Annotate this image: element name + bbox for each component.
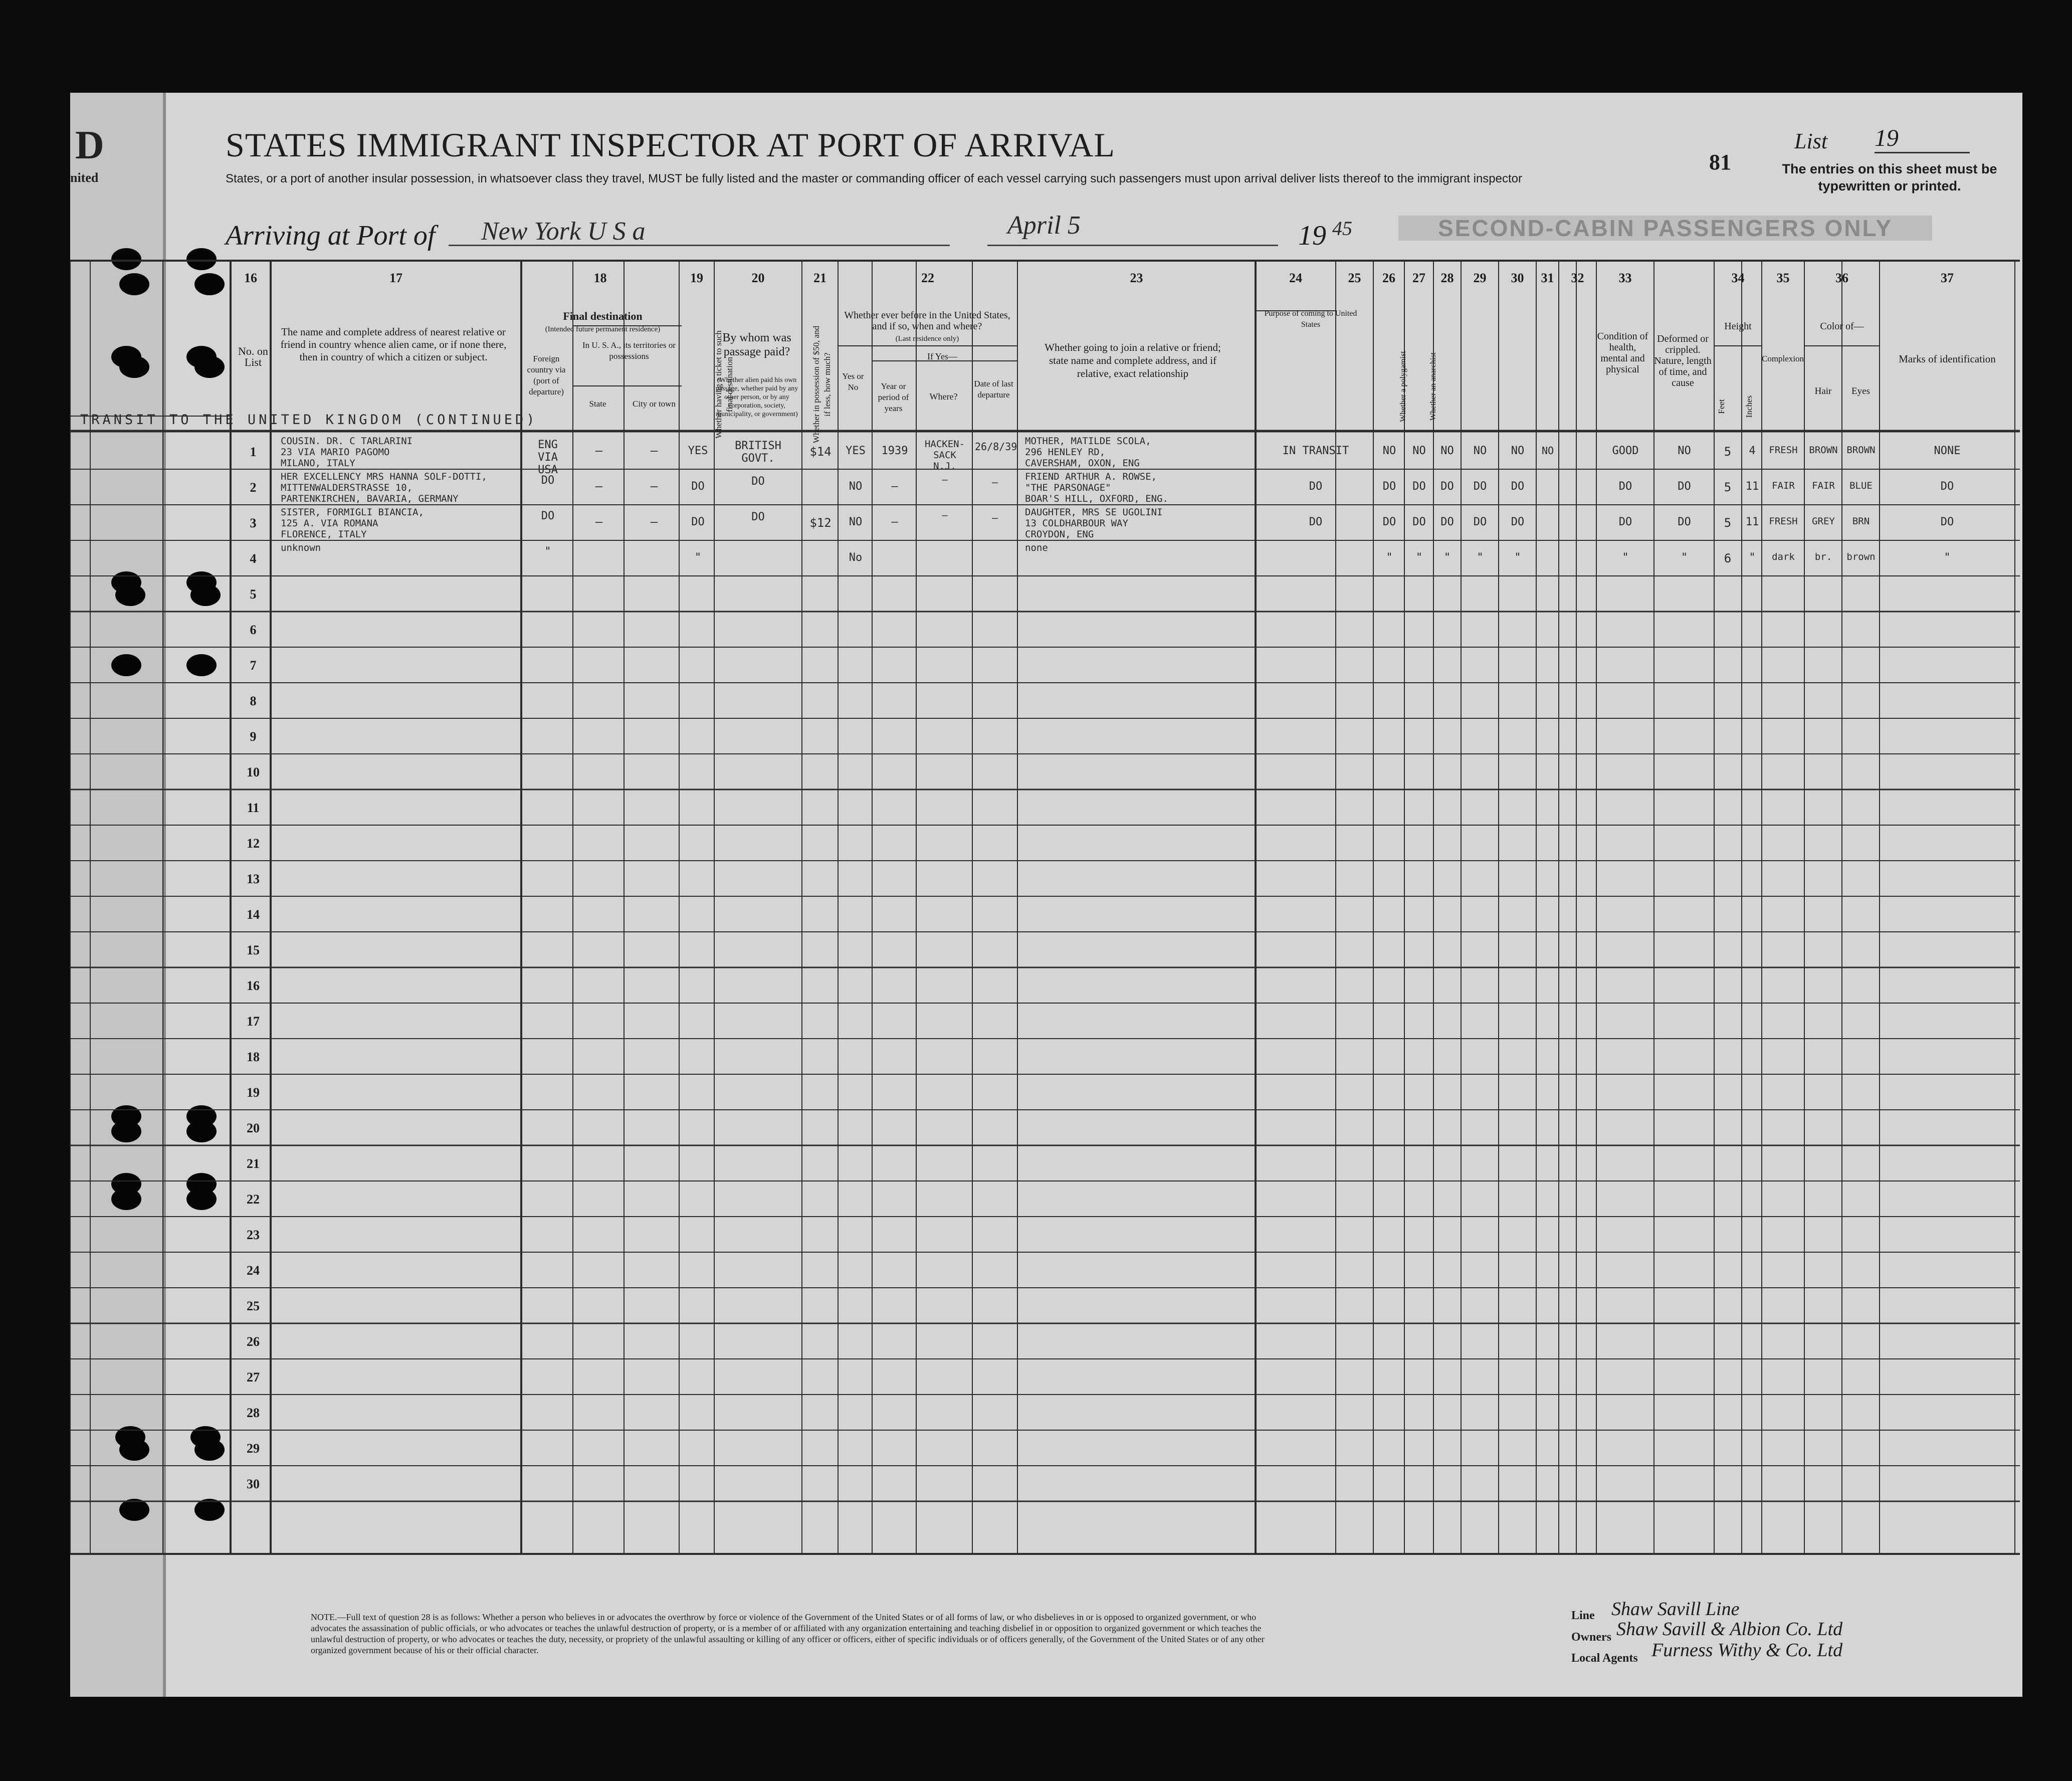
anarchist-cell: " (1443, 551, 1451, 564)
final-destination-city: — (650, 515, 658, 529)
column-number: 30 (1511, 271, 1524, 285)
header-36-hair: Hair (1814, 386, 1832, 397)
row-number: 7 (250, 658, 257, 673)
joining-relative-line: CAVERSHAM, OXON, ENG (1025, 458, 1140, 469)
passage-paid-by: DO (751, 475, 765, 488)
been-before-years: — (891, 480, 898, 493)
year-prefix: 19 (1298, 220, 1326, 251)
final-destination-state: — (595, 444, 603, 458)
column-29-cell: " (1514, 551, 1521, 564)
identification-marks-cell: NONE (1934, 445, 1961, 457)
row-number: 2 (250, 480, 257, 495)
column-29-cell: DO (1511, 480, 1525, 493)
row-number: 9 (250, 729, 257, 744)
header-34-feet: Feet (1717, 399, 1726, 414)
column-29-cell: NO (1511, 445, 1525, 457)
row-number: 19 (247, 1085, 260, 1100)
height-inches-cell: 11 (1745, 516, 1759, 528)
hair-color-cell: br. (1814, 551, 1832, 562)
date-value: April 5 (1007, 211, 1081, 240)
relative-address-line: COUSIN. DR. C TARLARINI (281, 436, 413, 447)
deformed-cell: DO (1678, 480, 1691, 493)
been-before-cell: NO (849, 516, 863, 528)
anarchist-cell: NO (1440, 445, 1454, 457)
column-28-cell: " (1477, 551, 1484, 564)
ticket-cell: " (694, 551, 702, 564)
joining-relative-line: MOTHER, MATILDE SCOLA, (1025, 436, 1151, 447)
height-inches-cell: 4 (1749, 445, 1756, 457)
owners-value: Shaw Savill & Albion Co. Ltd (1616, 1619, 1843, 1640)
column-number: 27 (1412, 271, 1425, 285)
joining-relative-line: CROYDON, ENG (1025, 529, 1094, 540)
page-subtitle: States, or a port of another insular possession, in whatsoever class they travel, MUST be fully listed and the master or commanding officer of each vessel carrying such passengers must upon arrival deliver lists thereof to the immigrant inspector (226, 172, 1522, 185)
row-number: 22 (247, 1192, 260, 1207)
column-28-cell: NO (1473, 445, 1487, 457)
purpose-cell: IN TRANSIT (1282, 445, 1349, 457)
eye-color-cell: BRN (1852, 516, 1870, 527)
entries-note: The entries on this sheet must be typewritten or printed. (1782, 161, 1997, 193)
been-before-cell: No (849, 551, 863, 564)
row-number: 25 (247, 1299, 260, 1313)
stub-letter: D (75, 123, 104, 167)
row-number: 12 (247, 836, 260, 851)
column-26-cell: DO (1412, 516, 1426, 528)
row-number: 29 (247, 1441, 260, 1456)
header-23: Whether going to join a relative or friend; state name and complete address, and if relative, exact relationship (1045, 341, 1221, 379)
header-33: Deformed or crippled. Nature, length of time, and cause (1654, 333, 1712, 388)
page-title: STATES IMMIGRANT INSPECTOR AT PORT OF ARRIVAL (226, 126, 1115, 164)
final-destination-state: — (595, 479, 603, 493)
health-cell: DO (1618, 516, 1632, 528)
deformed-cell: " (1681, 551, 1688, 564)
header-21: Whether in possession of $50, and if less, how much? (811, 325, 832, 444)
question-28-note: NOTE.—Full text of question 28 is as follows: Whether a person who believes in or advocates the overthrow by force or violence of the Government of the United States or of all forms of law, or who disbelieves in or is opposed to organized government, or who advocates the assassination of public officials, or who advocates or teaches the unlawful destruction of property, or is a member of or affiliated with any organization entertaining and teaching disbelief in or opposition to organized government or which teaches the unlawful destruction of property, or who advocates or teaches the duty, necessity, or propriety of the unlawful assaulting or killing of any officer or officers, either of specific individuals or of officers generally, of the Government of the United States or of any other organized government because of his or their official character. (311, 1612, 1265, 1655)
header-18-usa: In U. S. A., its territories or possessions (582, 340, 676, 361)
column-number: 33 (1618, 271, 1632, 285)
row-number: 20 (247, 1121, 260, 1135)
header-22-where: Where? (929, 391, 958, 402)
deformed-cell: NO (1678, 445, 1691, 457)
ticket-cell: DO (691, 480, 705, 493)
ticket-cell: YES (688, 445, 708, 457)
header-22: Whether ever before in the United States, and if so, when and where? (844, 310, 1010, 332)
header-25: Whether a polygamist (1399, 351, 1407, 422)
relative-address-line: 125 A. VIA ROMANA (281, 518, 378, 529)
been-before-where: HACKEN-SACK N.J. (924, 439, 965, 472)
joining-relative-line: 296 HENLEY RD, (1025, 447, 1106, 458)
header-18-foreign: Foreign country via (port of departure) (527, 354, 566, 397)
joining-relative-line: BOAR'S HILL, OXFORD, ENG. (1025, 493, 1168, 504)
column-number: 37 (1941, 271, 1954, 285)
row-number: 24 (247, 1263, 260, 1278)
column-number: 32 (1571, 271, 1584, 285)
cabin-stamp: SECOND-CABIN PASSENGERS ONLY (1398, 216, 1932, 241)
complexion-cell: FRESH (1769, 445, 1798, 456)
column-26-cell: DO (1412, 480, 1426, 493)
column-number: 35 (1776, 271, 1790, 285)
row-number: 8 (250, 694, 257, 708)
final-destination-foreign: ENG VIA USA (538, 439, 558, 476)
polygamist-cell: NO (1382, 445, 1396, 457)
line-label: Line (1571, 1609, 1595, 1622)
complexion-cell: FRESH (1769, 516, 1798, 527)
column-number: 17 (389, 271, 402, 285)
complexion-cell: dark (1772, 551, 1795, 562)
eye-color-cell: BLUE (1849, 480, 1873, 491)
purpose-cell: DO (1309, 480, 1323, 493)
row-number: 23 (247, 1228, 260, 1242)
row-number: 1 (250, 445, 257, 459)
column-number: 18 (593, 271, 607, 285)
money-cell: $12 (809, 516, 832, 530)
header-34: Height (1724, 321, 1752, 332)
header-22-sub: (Last residence only) (895, 335, 959, 343)
health-cell: DO (1618, 480, 1632, 493)
year-value: 45 (1332, 217, 1352, 240)
joining-relative-line: FRIEND ARTHUR A. ROWSE, (1025, 471, 1157, 482)
row-number: 17 (247, 1014, 260, 1029)
polygamist-cell: " (1386, 551, 1393, 564)
height-feet-cell: 5 (1724, 445, 1732, 459)
header-24: Purpose of coming to United States (1264, 309, 1357, 329)
hair-color-cell: FAIR (1812, 480, 1835, 491)
row-number: 5 (250, 587, 257, 602)
column-29-cell: DO (1511, 516, 1525, 528)
final-destination-state: — (595, 515, 603, 529)
row-number: 26 (247, 1334, 260, 1349)
header-36: Color of— (1820, 321, 1864, 332)
header-37: Marks of identification (1899, 353, 1996, 365)
height-feet-cell: 6 (1724, 551, 1732, 565)
hair-color-cell: BROWN (1809, 445, 1838, 456)
header-27: Whether an anarchist (1429, 352, 1437, 421)
polygamist-cell: DO (1382, 516, 1396, 528)
column-number: 22 (921, 271, 934, 285)
polygamist-cell: DO (1382, 480, 1396, 493)
relative-address-line: FLORENCE, ITALY (281, 529, 367, 540)
sheet-number: 81 (1709, 150, 1731, 174)
column-number: 29 (1473, 271, 1487, 285)
row-number: 3 (250, 516, 257, 530)
height-inches-cell: 11 (1745, 480, 1759, 493)
identification-marks-cell: " (1944, 551, 1951, 564)
list-number: 19 (1875, 124, 1970, 153)
identification-marks-cell: DO (1940, 516, 1954, 528)
relative-address-line: unknown (281, 542, 321, 553)
passage-paid-by: BRITISH GOVT. (735, 440, 781, 465)
stub-text: nited (70, 170, 99, 185)
column-number: 31 (1541, 271, 1554, 285)
arriving-label: Arriving at Port of (226, 220, 436, 251)
column-number: 19 (690, 271, 703, 285)
been-before-cell: YES (846, 445, 866, 457)
passage-paid-by: DO (751, 511, 765, 523)
row-number: 21 (247, 1156, 260, 1171)
transit-line: TRANSIT TO THE UNITED KINGDOM (CONTINUED) (80, 412, 538, 428)
row-number: 30 (247, 1477, 260, 1491)
been-before-cell: NO (849, 480, 863, 493)
anarchist-cell: DO (1440, 516, 1454, 528)
row-number: 27 (247, 1370, 260, 1384)
purpose-cell: DO (1309, 516, 1323, 528)
final-destination-city: — (650, 479, 658, 493)
header-20-sub: (Whether alien paid his own passage, whether paid by any other person, or by any corporation, society, municipality, or government) (715, 376, 798, 418)
height-feet-cell: 5 (1724, 516, 1732, 530)
final-destination-city: — (650, 444, 658, 458)
column-number: 28 (1440, 271, 1454, 285)
header-22-date: Date of last departure (974, 379, 1013, 400)
last-departure-date: — (991, 476, 998, 488)
column-26-cell: NO (1412, 445, 1426, 457)
header-34-inches: Inches (1744, 395, 1754, 418)
row-number: 16 (247, 978, 260, 993)
line-value: Shaw Savill Line (1611, 1599, 1740, 1620)
row-number: 6 (250, 623, 257, 637)
row-number: 4 (250, 551, 257, 566)
header-22-period: Year or period of years (878, 381, 909, 413)
been-before-years: 1939 (881, 445, 908, 457)
relative-address-line: PARTENKIRCHEN, BAVARIA, GERMANY (281, 493, 459, 504)
joining-relative-line: DAUGHTER, MRS SE UGOLINI (1025, 507, 1163, 518)
column-30-cell: NO (1541, 445, 1554, 457)
final-destination-foreign: " (544, 545, 551, 558)
column-number: 16 (244, 271, 257, 285)
agents-label: Local Agents (1571, 1652, 1638, 1665)
list-label: List (1794, 129, 1828, 153)
column-26-cell: " (1415, 551, 1423, 564)
complexion-cell: FAIR (1772, 480, 1795, 491)
row-number: 15 (247, 943, 260, 957)
relative-address-line: 23 VIA MARIO PAGOMO (281, 447, 390, 458)
column-28-cell: DO (1473, 516, 1487, 528)
deformed-cell: DO (1678, 516, 1691, 528)
header-32: Condition of health, mental and physical (1597, 331, 1648, 375)
header-19: Whether having a ticket to such final destination (714, 330, 734, 439)
column-number: 20 (751, 271, 765, 285)
last-departure-date: — (991, 512, 998, 524)
column-number: 25 (1348, 271, 1361, 285)
relative-address-line: SISTER, FORMIGLI BIANCIA, (281, 507, 424, 518)
header-18-state: State (589, 399, 606, 409)
been-before-where: — (942, 510, 948, 521)
row-number: 28 (247, 1406, 260, 1420)
column-number: 36 (1835, 271, 1848, 285)
header-20: By whom was passage paid? (722, 331, 791, 358)
header-22-yesno: Yes or No (842, 371, 864, 392)
hair-color-cell: GREY (1812, 516, 1835, 527)
header-18-city: City or town (633, 399, 676, 409)
port-value: New York U S a (481, 217, 646, 246)
header-17: The name and complete address of nearest relative or friend in country whence alien came, or if none there, then in country of which a citizen or subject. (280, 326, 507, 363)
column-number: 23 (1130, 271, 1143, 285)
joining-relative-line: "THE PARSONAGE" (1025, 482, 1111, 493)
been-before-years: — (891, 516, 898, 528)
header-18: Final destination (563, 310, 643, 322)
eye-color-cell: BROWN (1846, 445, 1876, 456)
row-number: 14 (247, 907, 260, 922)
header-16: No. on List (238, 345, 268, 368)
row-number: 18 (247, 1050, 260, 1064)
been-before-where: — (942, 474, 948, 485)
column-number: 34 (1731, 271, 1745, 285)
health-cell: GOOD (1612, 445, 1639, 457)
row-number: 10 (247, 765, 260, 779)
column-number: 26 (1382, 271, 1395, 285)
final-destination-foreign: DO (541, 510, 555, 522)
ticket-cell: DO (691, 516, 705, 528)
row-number: 11 (247, 801, 260, 815)
header-35: Complexion (1762, 354, 1804, 363)
joining-relative-line: none (1025, 542, 1048, 553)
height-feet-cell: 5 (1724, 480, 1732, 494)
relative-address-line: HER EXCELLENCY MRS HANNA SOLF-DOTTI, (281, 471, 487, 482)
final-destination-foreign: DO (541, 474, 555, 487)
owners-label: Owners (1571, 1631, 1611, 1644)
last-departure-date: 26/8/39 (975, 441, 1017, 453)
height-inches-cell: " (1749, 551, 1756, 564)
row-number: 13 (247, 872, 260, 886)
joining-relative-line: 13 COLDHARBOUR WAY (1025, 518, 1128, 529)
health-cell: " (1622, 551, 1629, 564)
relative-address-line: MILANO, ITALY (281, 458, 355, 469)
money-cell: $14 (809, 445, 832, 459)
header-18-sub: (Intended future permanent residence) (545, 325, 661, 333)
identification-marks-cell: DO (1940, 480, 1954, 493)
header-22-ifyes: If Yes— (927, 351, 957, 361)
column-28-cell: DO (1473, 480, 1487, 493)
anarchist-cell: DO (1440, 480, 1454, 493)
column-number: 24 (1289, 271, 1302, 285)
header-36-eyes: Eyes (1851, 386, 1870, 397)
column-number: 21 (813, 271, 826, 285)
agents-value: Furness Withy & Co. Ltd (1651, 1640, 1843, 1661)
relative-address-line: MITTENWALDERSTRASSE 10, (281, 482, 413, 493)
eye-color-cell: brown (1846, 551, 1876, 562)
